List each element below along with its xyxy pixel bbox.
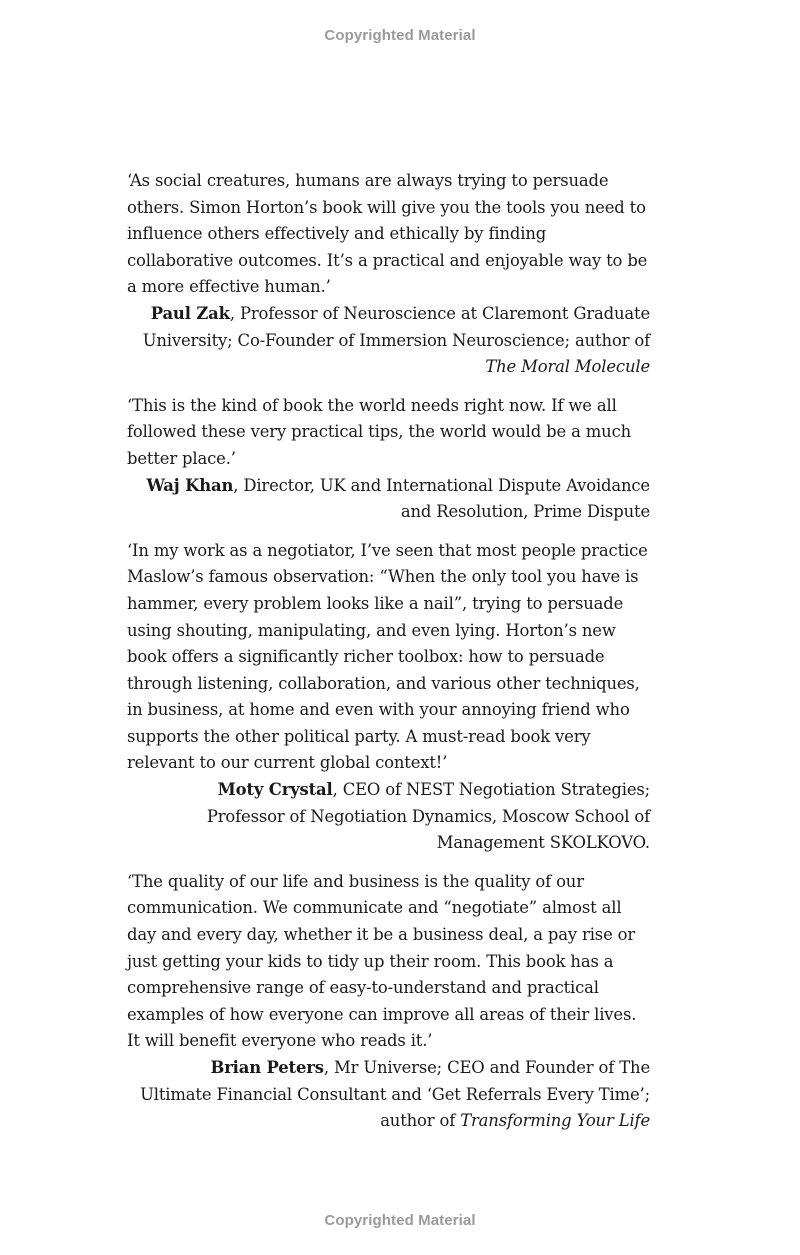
endorser-role: , CEO of NEST Negotiation Strategies; Professor of Negotiation Dynamics, Moscow School of Management SKOLKOVO. [206,780,650,853]
endorsement-paul-zak [127,168,650,381]
endorsement-attribution [127,301,650,381]
endorsement-quote: ‘In my work as a negotiator, I’ve seen that most people practice Maslow’s famous observation: “When the only tool you have is hammer, every problem looks like a nail”, trying to persuade using shouting, manipulating, and even lying. Horton’s new book offers a significantly richer toolbox: how to persuade through listening, collaboration, and various other techniques, in business, at home and even with your annoying friend who supports the other political party. A must-read book very relevant to our current global context!’ [127,540,648,773]
endorsement-quote: ‘The quality of our life and business is the quality of our communication. We communicate and “negotiate” almost all day and every day, whether it be a business deal, a pay rise or just getting your kids to tidy up their room. This book has a comprehensive range of easy-to-understand and practical examples of how everyone can improve all areas of their lives. It will benefit everyone who reads it.’ [127,871,637,1051]
endorsement-attribution [127,473,650,526]
copyright-watermark-top: Copyrighted Material [324,27,476,44]
book-title: The Moral Molecule [485,357,650,377]
endorser-name: Waj Khan [146,475,234,495]
book-title: Transforming Your Life [460,1111,650,1131]
endorser-role: , Director, UK and International Dispute Avoidance and Resolution, Prime Dispute [233,475,650,522]
endorsement-quote: ‘As social creatures, humans are always trying to persuade others. Simon Horton’s book will give you the tools you need to influence others effectively and ethically by finding collaborative outcomes. It’s a practical and enjoyable way to be a more effective human.’ [127,171,648,297]
endorser-name: Brian Peters [210,1058,324,1077]
endorsement-quote: ‘This is the kind of book the world needs right now. If we all followed these very practical tips, the world would be a much better place.’ [127,395,632,468]
endorsements [127,168,650,1135]
endorser-role: , Professor of Neuroscience at Claremont Graduate University; Co-Founder of Immersion Neuroscience; author of [142,303,650,350]
endorser-name: Paul Zak [150,303,230,323]
endorsement-waj-khan [127,393,650,526]
endorsement-attribution [127,777,650,857]
endorsement-brian-peters [127,869,650,1135]
endorser-role: , Mr Universe; CEO and Founder of The Ultimate Financial Consultant and ‘Get Referrals Every Time’; author of [140,1058,650,1131]
endorser-name: Moty Crystal [217,780,333,800]
endorsement-moty-crystal [127,538,650,857]
copyright-watermark-bottom: Copyrighted Material [324,1212,476,1229]
endorsement-attribution [127,1055,650,1135]
